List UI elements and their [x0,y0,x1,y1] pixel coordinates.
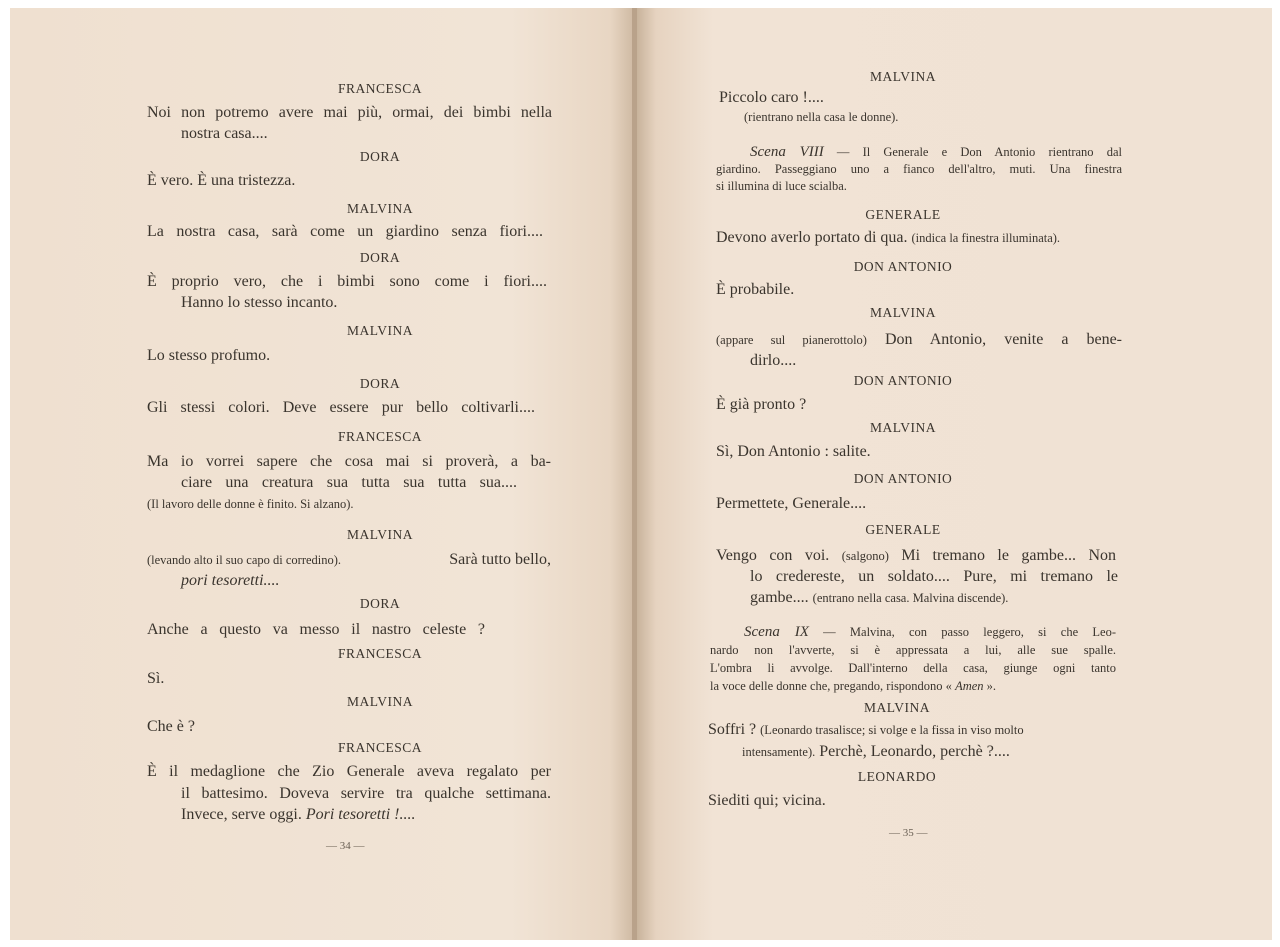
dialogue-line: nostra casa.... [181,125,268,142]
dialogue-line: ciare una creatura sua tutta sua tutta sua.... [181,474,517,491]
dialogue-text: Mi tremano le gambe... Non [901,547,1116,564]
speaker-dora: DORA [359,596,401,611]
scene-title: Scena VIII [750,144,824,160]
scene-text: ». [986,679,997,693]
speaker-malvina: MALVINA [346,527,413,542]
page-number: — 34 — [326,840,365,852]
dialogue-line: È vero. È una tristezza. [147,172,296,189]
scene-text: si illumina di luce scialba. [716,179,847,193]
dialogue-text: Soffri ? [708,721,757,738]
stage-direction: (levando alto il suo capo di corredino). [147,553,342,567]
stage-direction: (Leonardo trasalisce; si volge e la fissa in viso molto [760,723,1024,737]
speaker-malvina: MALVINA [346,201,413,216]
speaker-generale: GENERALE [865,522,941,537]
dialogue-line: Anche a questo va messo il nastro celeste ? [147,621,485,638]
dialogue-line: È proprio vero, che i bimbi sono come i fiori.... [147,273,547,290]
dialogue-line [147,549,551,571]
dialogue-text: Invece, serve oggi. [181,806,302,823]
speaker-francesca: FRANCESCA [337,429,423,444]
dialogue-text: Don Antonio, venite a bene- [885,331,1123,348]
dialogue-line: Gli stessi colori. Deve essere pur bello coltivarli.... [147,399,535,416]
speaker-malvina: MALVINA [863,700,930,715]
dialogue-line: La nostra casa, sarà come un giardino senza fiori.... [147,223,543,240]
dialogue-line: Piccolo caro !.... [719,89,824,106]
dialogue-line: Ma io vorrei sapere che cosa mai si proverà, a ba- [147,453,551,470]
scene-text: giardino. Passeggiano uno a fianco dell'altro, muti. Una finestra [716,162,1122,176]
speaker-don-antonio: DON ANTONIO [853,471,953,486]
speaker-malvina: MALVINA [869,305,936,320]
speaker-don-antonio: DON ANTONIO [853,373,953,388]
speaker-malvina: MALVINA [346,323,413,338]
speaker-dora: DORA [359,376,401,391]
dialogue-line [742,741,1010,763]
dialogue-line: lo credereste, un soldato.... Pure, mi tremano le [750,568,1118,585]
dialogue-line: Hanno lo stesso incanto. [181,294,338,311]
dialogue-line [181,804,415,825]
scene-text: — Malvina, con passo leggero, si che Leo- [823,625,1116,639]
page-number: — 35 — [889,827,928,839]
scene-text: nardo non l'avverte, si è appressata a lui, alle sue spalle. [710,643,1116,657]
book-spread [10,8,1272,940]
stage-direction: (appare sul pianerottolo) [716,333,867,347]
stage-direction: intensamente). [742,745,816,759]
dialogue-line [716,545,1116,567]
speaker-malvina: MALVINA [869,420,936,435]
dialogue-line [716,227,1060,249]
dialogue-line: Lo stesso profumo. [147,347,271,364]
scene-text: L'ombra li avvolge. Dall'interno della casa, giunge ogni tanto [710,661,1116,675]
dialogue-line: Noi non potremo avere mai più, ormai, dei bimbi nella [147,104,552,121]
dialogue-line: È probabile. [716,281,795,298]
speaker-generale: GENERALE [865,207,941,222]
speaker-leonardo: LEONARDO [857,769,937,784]
speaker-francesca: FRANCESCA [337,646,423,661]
dialogue-line: il battesimo. Doveva servire tra qualche settimana. [181,785,551,802]
dialogue-line: Sì, Don Antonio : salite. [716,443,871,460]
dialogue-line: È il medaglione che Zio Generale aveva regalato per [147,763,551,780]
dialogue-line: Permettete, Generale.... [716,495,867,512]
dialogue-text: Perchè, Leonardo, perchè ?.... [819,743,1010,760]
scene-title: Scena IX [744,624,809,640]
stage-direction: (indica la finestra illuminata). [911,231,1061,245]
speaker-francesca: FRANCESCA [337,740,423,755]
scene-text: la voce delle donne che, pregando, rispondono « [710,679,952,693]
dialogue-text: Sarà tutto bello, [449,551,551,568]
dialogue-line: pori tesoretti.... [181,572,280,589]
scene-text: — Il Generale e Don Antonio rientrano dal [836,145,1122,159]
right-page [637,8,1272,940]
stage-direction: (Il lavoro delle donne è finito. Si alzano). [147,497,354,511]
speaker-don-antonio: DON ANTONIO [853,259,953,274]
stage-direction: (entrano nella casa. Malvina discende). [812,591,1009,605]
dialogue-line [750,587,1008,609]
stage-direction: (rientrano nella casa le donne). [744,110,899,124]
scene-text [710,677,996,696]
speaker-dora: DORA [359,149,401,164]
dialogue-line [708,719,1118,741]
scene-text-italic: Amen [955,679,984,693]
dialogue-line: Che è ? [147,718,195,735]
left-page [10,8,635,940]
dialogue-text: gambe.... [750,589,809,606]
dialogue-text: Devono averlo portato di qua. [716,229,908,246]
scene-heading [744,623,1116,642]
stage-direction: (salgono) [841,549,889,563]
dialogue-line: Siediti qui; vicina. [708,792,826,809]
dialogue-text: Vengo con voi. [716,547,830,564]
dialogue-line: È già pronto ? [716,396,807,413]
speaker-francesca: FRANCESCA [337,81,423,96]
speaker-malvina: MALVINA [346,694,413,709]
speaker-malvina: MALVINA [869,69,936,84]
dialogue-line [716,329,1122,351]
dialogue-line: dirlo.... [750,352,797,369]
dialogue-line: Sì. [147,670,165,687]
dialogue-text-italic: Pori tesoretti !.... [305,806,416,823]
speaker-dora: DORA [359,250,401,265]
